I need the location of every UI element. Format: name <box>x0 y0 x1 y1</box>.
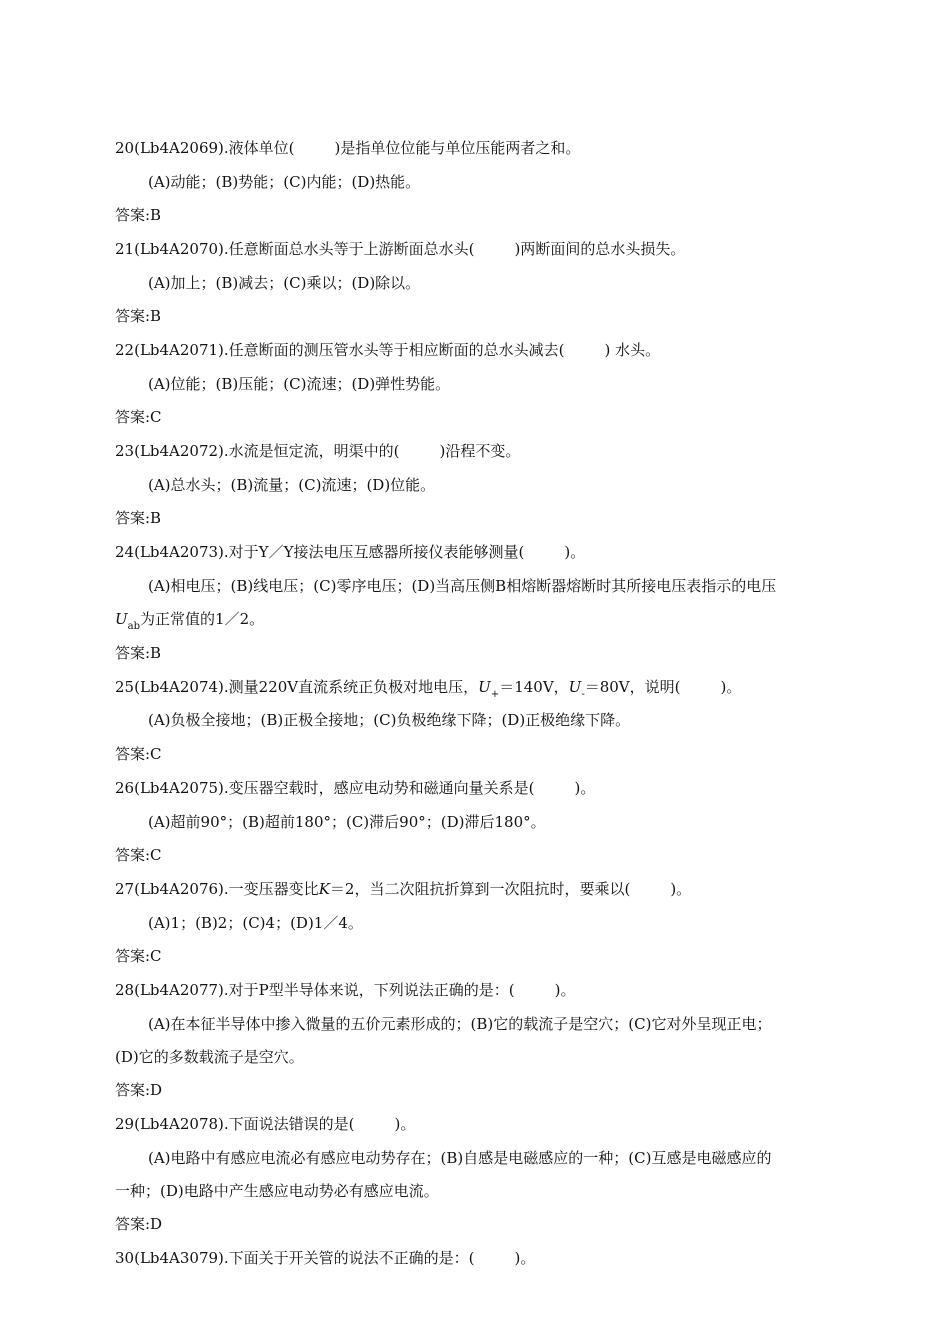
options-20: (A)动能；(B)势能；(C)内能；(D)热能。 <box>148 173 421 191</box>
answer-21: 答案:B <box>115 307 162 325</box>
options-29-continued: 一种；(D)电路中产生感应电动势必有感应电流。 <box>115 1182 439 1200</box>
question-text-end: ) 水头。 <box>604 341 661 359</box>
question-text: 30(Lb4A3079).下面关于开关管的说法不正确的是：( <box>115 1249 475 1267</box>
answer-29: 答案:D <box>115 1215 163 1233</box>
question-text: 27(Lb4A2076).一变压器变比 <box>115 880 319 898</box>
answer-22: 答案:C <box>115 408 162 426</box>
voltage-variable: U <box>478 678 491 696</box>
question-text: ＝2，当二次阻抗折算到一次阻抗时，要乘以( <box>329 880 631 898</box>
question-text-end: )。 <box>670 880 692 898</box>
question-24 <box>115 542 585 562</box>
question-text-end: )。 <box>394 1115 416 1133</box>
question-26 <box>115 778 595 798</box>
options-23: (A)总水头；(B)流量；(C)流速；(D)位能。 <box>148 476 436 494</box>
answer-25: 答案:C <box>115 745 162 763</box>
question-30 <box>115 1248 535 1268</box>
question-text: 22(Lb4A2071).任意断面的测压管水头等于相应断面的总水头减去( <box>115 341 565 359</box>
question-text-end: )。 <box>554 981 576 999</box>
answer-20: 答案:B <box>115 206 162 224</box>
question-text: 26(Lb4A2075).变压器空载时，感应电动势和磁通向量关系是( <box>115 779 535 797</box>
voltage-subscript: - <box>581 689 585 700</box>
answer-28: 答案:D <box>115 1081 163 1099</box>
voltage-subscript: + <box>490 689 500 700</box>
question-text: ＝140V， <box>499 678 569 696</box>
question-text-end: )。 <box>514 1249 536 1267</box>
question-text: 29(Lb4A2078).下面说法错误的是( <box>115 1115 355 1133</box>
answer-24: 答案:B <box>115 644 162 662</box>
options-25: (A)负极全接地；(B)正极全接地；(C)负极绝缘下降；(D)正极绝缘下降。 <box>148 711 631 729</box>
answer-27: 答案:C <box>115 947 162 965</box>
options-28-continued: (D)它的多数载流子是空穴。 <box>115 1048 304 1066</box>
options-22: (A)位能；(B)压能；(C)流速；(D)弹性势能。 <box>148 375 451 393</box>
question-21 <box>115 239 685 259</box>
question-text: 24(Lb4A2073).对于Y／Y接法电压互感器所接仪表能够测量( <box>115 543 525 561</box>
options-29: (A)电路中有感应电流必有感应电动势存在；(B)自感是电磁感应的一种；(C)互感是电磁感应的 <box>148 1149 772 1167</box>
options-24: (A)相电压；(B)线电压；(C)零序电压；(D)当高压侧B相熔断器熔断时其所接电压表指示的电压 <box>148 577 777 595</box>
question-27 <box>115 879 691 899</box>
answer-26: 答案:C <box>115 846 162 864</box>
question-text-end: )。 <box>564 543 586 561</box>
question-text-end: )两断面间的总水头损失。 <box>514 240 686 258</box>
options-text: 为正常值的1／2。 <box>140 610 265 628</box>
question-text: 20(Lb4A2069).液体单位( <box>115 139 295 157</box>
question-23 <box>115 441 520 461</box>
question-25 <box>115 677 742 700</box>
question-text-end: )是指单位位能与单位压能两者之和。 <box>334 139 581 157</box>
question-text: 21(Lb4A2070).任意断面总水头等于上游断面总水头( <box>115 240 475 258</box>
ratio-variable: K <box>318 880 330 898</box>
question-28 <box>115 980 575 1000</box>
options-21: (A)加上；(B)减去；(C)乘以；(D)除以。 <box>148 274 421 292</box>
question-22 <box>115 340 660 360</box>
question-text: 23(Lb4A2072).水流是恒定流，明渠中的( <box>115 442 400 460</box>
question-29 <box>115 1114 415 1134</box>
question-20 <box>115 138 580 158</box>
answer-23: 答案:B <box>115 509 162 527</box>
voltage-variable: U <box>568 678 582 696</box>
question-text: 28(Lb4A2077).对于P型半导体来说，下列说法正确的是：( <box>115 981 515 999</box>
question-text-end: )沿程不变。 <box>439 442 521 460</box>
question-text-end: )。 <box>720 678 742 696</box>
question-text: ＝80V，说明( <box>584 678 681 696</box>
voltage-subscript: ab <box>127 621 141 632</box>
options-24-continued <box>115 609 265 632</box>
voltage-variable: U <box>115 610 128 628</box>
question-text: 25(Lb4A2074).测量220V直流系统正负极对地电压， <box>115 678 479 696</box>
question-text-end: )。 <box>574 779 596 797</box>
options-26: (A)超前90°；(B)超前180°；(C)滞后90°；(D)滞后180°。 <box>148 813 546 831</box>
options-27: (A)1；(B)2；(C)4；(D)1／4。 <box>148 914 363 932</box>
options-28: (A)在本征半导体中掺入微量的五价元素形成的；(B)它的载流子是空穴；(C)它对外呈现正电； <box>148 1015 772 1033</box>
